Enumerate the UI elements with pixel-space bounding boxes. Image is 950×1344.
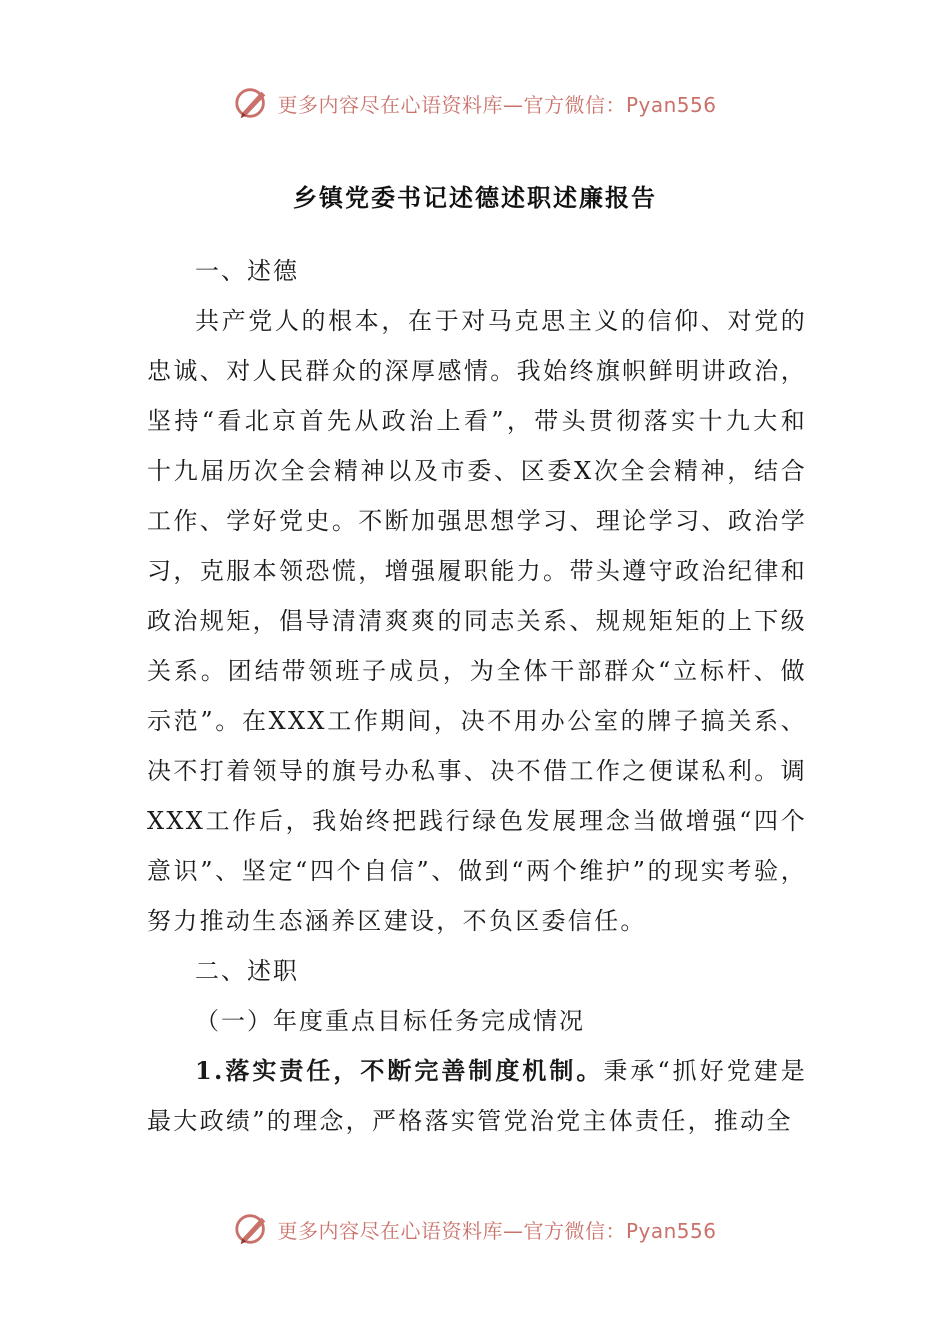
watermark-header [0,84,950,122]
document-body [147,246,807,1146]
body-paragraph: 共产党人的根本，在于对马克思主义的信仰、对党的忠诚、对人民群众的深厚感情。我始终旗帜鲜明讲政治，坚持“看北京首先从政治上看”，带头贯彻落实十九大和十九届历次全会精神以及市委、区委X次全会精神，结合工作、学好党史。不断加强思想学习、理论学习、政治学习，克服本领恐慌，增强履职能力。带头遵守政治纪律和政治规矩，倡导清清爽爽的同志关系、规规矩矩的上下级关系。团结带领班子成员，为全体干部群众“立标杆、做示范”。在XXX工作期间，决不用办公室的牌子搞关系、决不打着领导的旗号办私事、决不借工作之便谋私利。调XXX工作后，我始终把践行绿色发展理念当做增强“四个意识”、坚定“四个自信”、做到“两个维护”的现实考验，努力推动生态涵养区建设，不负区委信任。 [147,307,807,935]
watermark-text: 更多内容尽在心语资料库—官方微信：Pyan556 [277,92,717,117]
watermark-text: 更多内容尽在心语资料库—官方微信：Pyan556 [277,1218,717,1243]
watermark-footer [0,1210,950,1248]
section-heading: 二、述职 [195,957,299,985]
item-text: 秉承“抓好党建是最大政绩”的理念，严格落实管党治党主体责任，推动全 [147,1057,807,1135]
body-paragraph [147,1046,807,1146]
document-title: 乡镇党委书记述德述职述廉报告 [293,183,657,212]
pen-logo-icon [233,1210,271,1248]
pen-logo-icon [233,84,271,122]
subsection-heading: （一）年度重点目标任务完成情况 [195,1007,585,1035]
section-heading: 一、述德 [195,257,299,285]
item-lead: 1.落实责任，不断完善制度机制。 [195,1056,604,1085]
